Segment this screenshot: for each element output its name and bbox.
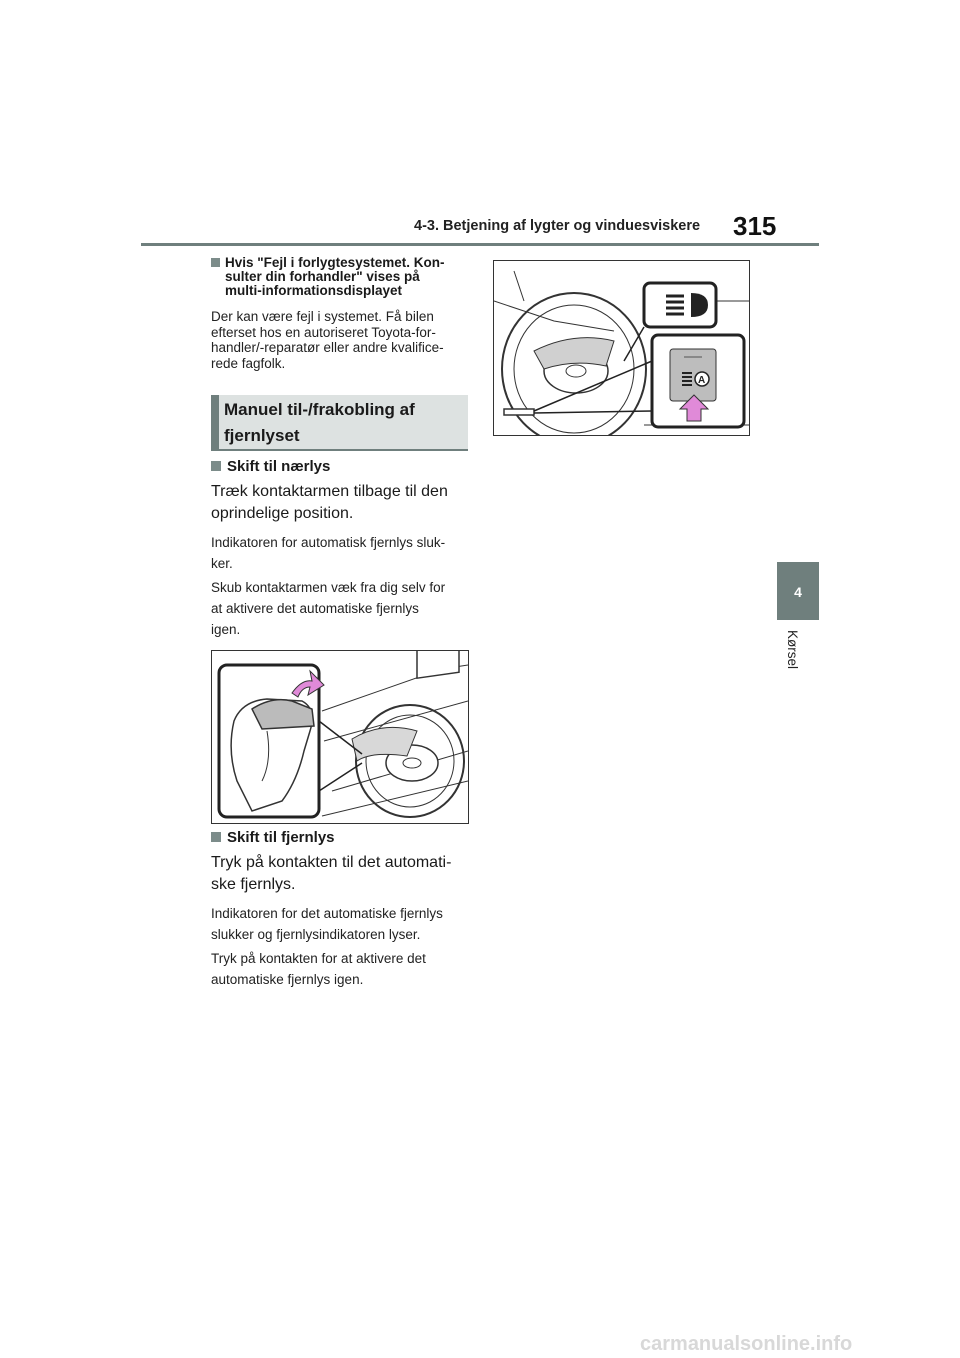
sub2-instruction: Tryk på kontakten til det automati- ske fjernlys. <box>211 854 452 893</box>
square-bullet-icon <box>211 461 221 471</box>
section-band-bar <box>211 395 219 449</box>
page-number: 315 <box>733 211 777 241</box>
watermark: carmanualsonline.info <box>640 1333 853 1355</box>
square-bullet-icon <box>211 258 220 267</box>
sub2-heading: Skift til fjernlys <box>211 829 335 846</box>
header-rule <box>141 243 819 246</box>
switch-drawing <box>494 261 749 435</box>
sub1-note1: Indikatoren for automatisk fjernlys sluk- ker. <box>211 535 446 571</box>
square-bullet-icon <box>211 832 221 842</box>
svg-text:A: A <box>698 375 706 386</box>
sub2-note1: Indikatoren for det automatiske fjernlys slukker og fjernlysindikatoren lyser. <box>211 906 443 942</box>
notice-body: Der kan være fejl i systemet. Få bilen efterset hos en autoriseret Toyota-for- handler/-reparatør eller andre kvalifice- rede fagfolk. <box>211 309 444 371</box>
chapter-tab-label: Kørsel <box>785 630 800 670</box>
section-band-title: Manuel til-/frakobling af fjernlyset <box>224 400 415 445</box>
sub1-note2: Skub kontaktarmen væk fra dig selv for at aktivere det automatiske fjernlys igen. <box>211 580 446 637</box>
sub1-heading: Skift til nærlys <box>211 458 330 475</box>
sub1-instruction: Træk kontaktarmen tilbage til den oprindelige position. <box>211 483 448 522</box>
lever-drawing <box>212 651 468 823</box>
lever-illustration <box>211 650 469 824</box>
section-title: 4-3. Betjening af lygter og vinduesviskere <box>414 218 701 234</box>
sub2-note2: Tryk på kontakten for at aktivere det automatiske fjernlys igen. <box>211 951 426 987</box>
switch-illustration <box>493 260 750 436</box>
notice-heading: Hvis "Fejl i forlygtesystemet. Kon- sulter din forhandler" vises på multi-informationsdisplayet <box>211 256 444 298</box>
chapter-tab-number: 4 <box>794 584 802 600</box>
